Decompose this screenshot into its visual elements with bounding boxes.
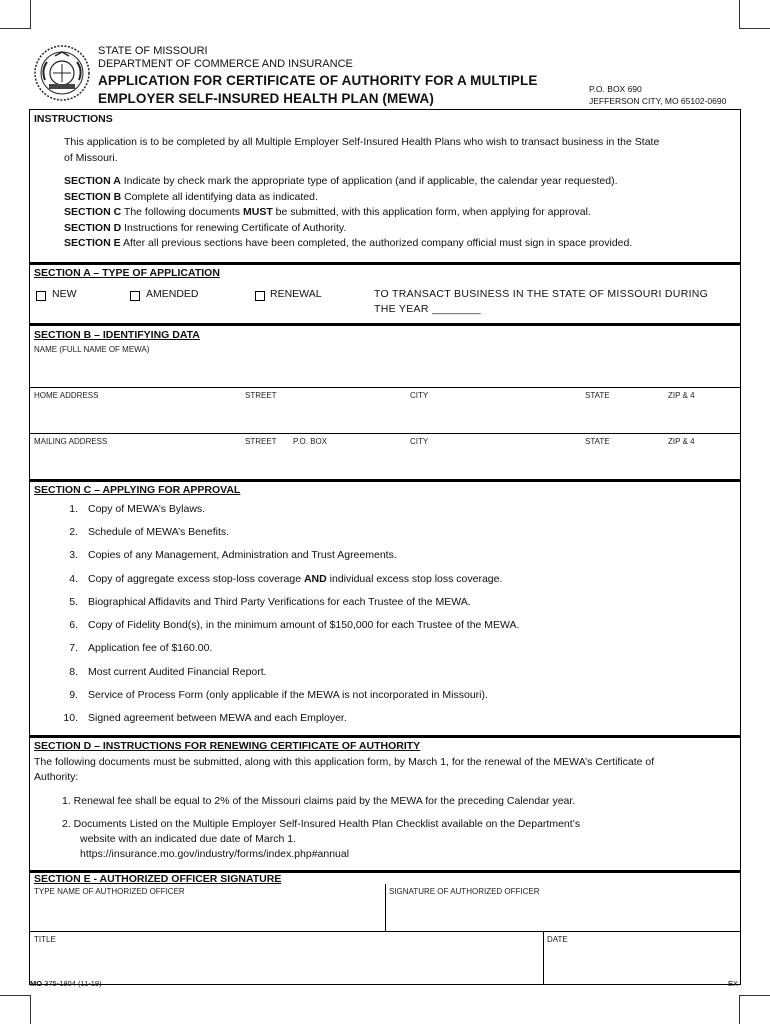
- state-name: STATE OF MISSOURI: [98, 45, 208, 57]
- divider: [29, 262, 741, 265]
- new-checkbox[interactable]: [36, 291, 46, 301]
- list-item: 8. Most current Audited Financial Report.: [69, 666, 267, 678]
- crop-mark-top-left: [0, 0, 31, 29]
- mewa-name-input[interactable]: [30, 352, 740, 386]
- list-item: 4. Copy of aggregate excess stop-loss coverage AND individual excess stop loss coverage.: [69, 573, 503, 585]
- instruction-e: SECTION E After all previous sections have been completed, the authorized company official must sign in space provided.: [64, 237, 633, 249]
- forms-url-link[interactable]: https://insurance.mo.gov/industry/forms/index.php#annual: [80, 848, 350, 860]
- instruction-d: SECTION D Instructions for renewing Certificate of Authority.: [64, 222, 347, 234]
- list-item: 6. Copy of Fidelity Bond(s), in the minimum amount of $150,000 for each Trustee of the MEWA.: [69, 619, 520, 631]
- list-item: 5. Biographical Affidavits and Third Party Verifications for each Trustee of the MEWA.: [69, 596, 471, 608]
- po-box: P.O. BOX 690: [589, 84, 642, 94]
- home-zip-label: ZIP & 4: [668, 391, 695, 400]
- form-number: MO 375-1804 (11-19): [30, 979, 102, 988]
- date-label: DATE: [547, 935, 568, 944]
- mailing-city-label: CITY: [410, 437, 429, 446]
- section-d-intro-line2: Authority:: [34, 771, 79, 783]
- list-item: 2. Schedule of MEWA’s Benefits.: [69, 526, 230, 538]
- title-input[interactable]: [30, 944, 540, 982]
- renewal-checkbox[interactable]: [255, 291, 265, 301]
- list-item: 9. Service of Process Form (only applicable if the MEWA is not incorporated in Missouri).: [69, 689, 488, 701]
- officer-name-input[interactable]: [30, 896, 384, 930]
- divider: [29, 931, 741, 932]
- mailing-street-label: STREET: [245, 437, 277, 446]
- mewa-name-label: NAME (FULL NAME OF MEWA): [34, 345, 150, 354]
- home-address-input[interactable]: [30, 400, 740, 432]
- transact-business-line1: TO TRANSACT BUSINESS IN THE STATE OF MISSOURI DURING: [374, 288, 709, 300]
- section-e-heading: SECTION E - AUTHORIZED OFFICER SIGNATURE: [34, 873, 282, 885]
- form-title-line1: APPLICATION FOR CERTIFICATE OF AUTHORITY FOR A MULTIPLE: [98, 73, 538, 88]
- renewal-item-1: 1. Renewal fee shall be equal to 2% of the Missouri claims paid by the MEWA for the preceding Calendar year.: [62, 795, 576, 807]
- crop-mark-top-right: [739, 0, 770, 29]
- instructions-intro-line2: of Missouri.: [64, 152, 118, 164]
- missouri-state-seal: [33, 44, 91, 102]
- divider: [29, 735, 741, 738]
- list-item: 1. Copy of MEWA’s Bylaws.: [69, 503, 206, 515]
- city-address: JEFFERSON CITY, MO 65102-0690: [589, 96, 727, 106]
- mailing-zip-label: ZIP & 4: [668, 437, 695, 446]
- mailing-address-input[interactable]: [30, 446, 740, 478]
- renewal-item-2-line1: 2. Documents Listed on the Multiple Employer Self-Insured Health Plan Checklist available on the Department’s: [62, 818, 581, 830]
- instructions-heading: INSTRUCTIONS: [34, 113, 113, 125]
- home-address-label: HOME ADDRESS: [34, 391, 99, 400]
- list-item: 7. Application fee of $160.00.: [69, 642, 213, 654]
- divider: [29, 323, 741, 326]
- date-input[interactable]: [544, 944, 740, 982]
- officer-name-label: TYPE NAME OF AUTHORIZED OFFICER: [34, 887, 185, 896]
- section-c-heading: SECTION C – APPLYING FOR APPROVAL: [34, 484, 241, 496]
- crop-mark-bottom-left: [0, 995, 31, 1024]
- renewal-item-2-line2: website with an indicated due date of March 1.: [80, 833, 296, 845]
- instruction-c: SECTION C The following documents MUST be submitted, with this application form, when applying for approval.: [64, 206, 591, 218]
- divider: [29, 479, 741, 482]
- crop-mark-bottom-right: [739, 995, 770, 1024]
- home-state-label: STATE: [585, 391, 610, 400]
- form-title-line2: EMPLOYER SELF-INSURED HEALTH PLAN (MEWA): [98, 91, 434, 106]
- title-label: TITLE: [34, 935, 56, 944]
- list-item: 3. Copies of any Management, Administration and Trust Agreements.: [69, 549, 397, 561]
- mailing-po-box-label: P.O. BOX: [293, 437, 328, 446]
- signature-input[interactable]: [386, 896, 740, 930]
- divider: [29, 433, 741, 434]
- home-street-label: STREET: [245, 391, 277, 400]
- footer-ex: EX: [728, 979, 739, 988]
- amended-checkbox[interactable]: [130, 291, 140, 301]
- list-item: 10. Signed agreement between MEWA and each Employer.: [63, 712, 347, 724]
- department-name: DEPARTMENT OF COMMERCE AND INSURANCE: [98, 58, 353, 70]
- home-city-label: CITY: [410, 391, 429, 400]
- mailing-address-label: MAILING ADDRESS: [34, 437, 108, 446]
- instructions-intro-line1: This application is to be completed by all Multiple Employer Self-Insured Health Plans who wish to transact business in the State: [64, 136, 660, 148]
- instruction-a: SECTION A Indicate by check mark the appropriate type of application (and if applicable, the calendar year requested).: [64, 175, 618, 187]
- new-label: NEW: [52, 288, 77, 300]
- signature-label: SIGNATURE OF AUTHORIZED OFFICER: [389, 887, 540, 896]
- divider: [29, 387, 741, 388]
- instruction-b: SECTION B Complete all identifying data as indicated.: [64, 191, 318, 203]
- year-field[interactable]: THE YEAR ________: [374, 303, 482, 315]
- section-d-heading: SECTION D – INSTRUCTIONS FOR RENEWING CERTIFICATE OF AUTHORITY: [34, 740, 421, 752]
- section-b-heading: SECTION B – IDENTIFYING DATA: [34, 329, 200, 341]
- section-d-intro-line1: The following documents must be submitted, along with this application form, by March 1, for the renewal of the MEWA’s Certificate of: [34, 756, 655, 768]
- section-a-heading: SECTION A – TYPE OF APPLICATION: [34, 267, 220, 279]
- amended-label: AMENDED: [146, 288, 199, 300]
- mailing-state-label: STATE: [585, 437, 610, 446]
- renewal-label: RENEWAL: [270, 288, 322, 300]
